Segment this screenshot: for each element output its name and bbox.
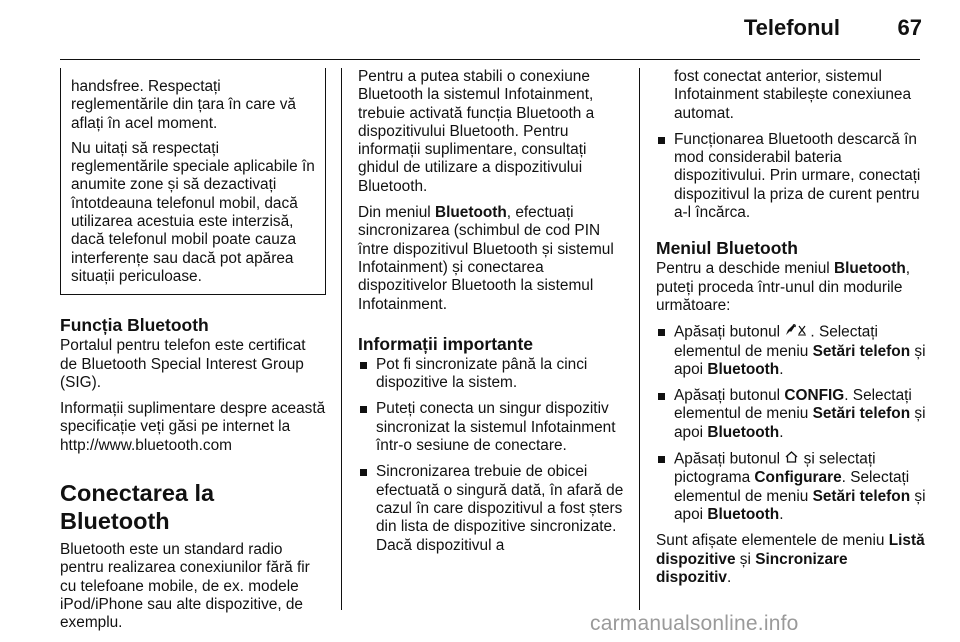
watermark: carmanualsonline.info xyxy=(590,612,799,635)
column-1 xyxy=(60,68,326,641)
bluetooth-term: Bluetooth xyxy=(707,505,780,523)
bt-function-heading: Funcția Bluetooth xyxy=(60,315,209,336)
text-run: Apăsați butonul xyxy=(674,387,785,405)
text-run: , efectuați sincronizarea (schimbul de cod PIN între dispozitivul Bluetooth și sistemul Infotainment) și conectarea dispozitivelor Bluetooth la sistemul Infotainment. xyxy=(358,204,614,313)
text-run: Sunt afișate elementele de meniu xyxy=(656,532,889,550)
bluetooth-term: Bluetooth xyxy=(707,360,780,378)
continued-bullet-text: fost conectat anterior, sistemul Infotainment stabilește conexiunea automat. xyxy=(674,68,911,122)
text-run: . Selectați elementul de meniu xyxy=(674,387,912,423)
text-run: Apăsați butonul xyxy=(674,323,785,341)
list-item xyxy=(656,387,926,442)
bt-function-paragraph-1: Portalul pentru telefon este certificat de Bluetooth Special Interest Group (SIG). xyxy=(60,337,306,391)
warning-text-2: Nu uitați să respectați reglementările speciale aplicabile în anumite zone și să dezactivați întotdeauna telefonul mobil, dacă utilizarea acestuia este interzisă, dacă telefonul mobil poate cauza interferențe sau dacă pot apărea situații periculoase. xyxy=(71,139,315,285)
column-divider-1 xyxy=(341,68,342,610)
warning-text-1: handsfree. Respectați reglementările din țara în care vă aflați în acel moment. xyxy=(71,78,296,132)
column-divider-2 xyxy=(639,68,640,610)
menu-items-paragraph xyxy=(656,532,926,587)
phone-button-icon xyxy=(784,323,810,342)
phone-settings-term: Setări telefon xyxy=(812,342,911,360)
list-item xyxy=(656,323,926,379)
text-run: . xyxy=(726,568,732,586)
page-number: 67 xyxy=(897,15,922,40)
list-item: Puteți conecta un singur dispozitiv sincronizat la sistemul Infotainment într-o sesiune de conectare. xyxy=(358,400,630,455)
text-run: , puteți proceda într-unul din modurile următoare: xyxy=(656,260,911,314)
list-item: Pot fi sincronizate până la cinci dispozitive la sistem. xyxy=(358,356,630,393)
menu-bluetooth-term: Bluetooth xyxy=(833,260,906,278)
list-item: Funcționarea Bluetooth descarcă în mod considerabil bateria dispozitivului. Prin urmare, conectați dispozitivul la priza de curent pentru a-l încărca. xyxy=(656,131,926,222)
column-3 xyxy=(656,68,926,595)
device-list-term: Listă dispozitive xyxy=(656,532,925,568)
phone-settings-term: Setări telefon xyxy=(812,487,911,505)
text-run: Din meniul xyxy=(358,204,435,222)
text-run: și selectați pictograma xyxy=(674,450,876,487)
home-button-icon xyxy=(784,450,799,469)
text-run: și apoi xyxy=(674,342,926,378)
bluetooth-menu-heading: Meniul Bluetooth xyxy=(656,238,798,259)
text-run: . xyxy=(779,423,784,441)
bt-menu-paragraph xyxy=(358,204,630,314)
text-run: și xyxy=(735,550,756,568)
connect-heading: Conectarea la Bluetooth xyxy=(60,480,215,535)
text-run: . Selectați elementul de meniu xyxy=(674,469,910,505)
text-run: . xyxy=(779,360,784,378)
device-pairing-term: Sincronizare dispozitiv xyxy=(656,550,848,586)
text-run: . Selectați elementul de meniu xyxy=(674,323,878,360)
config-term: CONFIG xyxy=(784,387,845,405)
text-run: Apăsați butonul xyxy=(674,450,785,468)
configure-term: Configurare xyxy=(754,469,842,487)
list-item xyxy=(656,450,926,524)
important-list xyxy=(358,356,630,555)
battery-list xyxy=(656,131,926,222)
connect-paragraph: Bluetooth este un standard radio pentru realizarea conexiunilor fără fir cu telefoane mobile, de ex. modele iPod/iPhone sau alte dispozitive, de exemplu. xyxy=(60,541,310,632)
text-run: . xyxy=(779,505,784,523)
text-run: și apoi xyxy=(674,405,926,441)
section-title: Telefonul xyxy=(743,15,840,40)
bluetooth-term: Bluetooth xyxy=(707,423,780,441)
column-2 xyxy=(358,68,630,563)
important-heading: Informații importante xyxy=(358,333,534,354)
header-rule xyxy=(60,59,920,60)
page-header xyxy=(0,0,960,58)
bt-function-paragraph-2: Informații suplimentare despre această specificație veți găsi pe internet la http://www.bluetooth.com xyxy=(60,400,326,454)
menu-steps-list xyxy=(656,323,926,524)
list-item: Sincronizarea trebuie de obicei efectuată o singură dată, în afară de cazul în care dispozitivul a fost șters din lista de dispozitive sincronizate. Dacă dispozitivul a xyxy=(358,463,630,554)
warning-box xyxy=(60,68,326,295)
text-run: și apoi xyxy=(674,487,926,523)
phone-settings-term: Setări telefon xyxy=(812,405,911,423)
menu-bluetooth-term: Bluetooth xyxy=(434,204,507,222)
bt-activation-paragraph: Pentru a putea stabili o conexiune Bluetooth la sistemul Infotainment, trebuie activată funcția Bluetooth a dispozitivului Bluetooth. Pentru informații suplimentare, consultați ghidul de utilizare a dispozitivului Bluetooth. xyxy=(358,68,595,195)
menu-intro-paragraph xyxy=(656,260,926,315)
text-run: Pentru a deschide meniul xyxy=(656,260,834,278)
